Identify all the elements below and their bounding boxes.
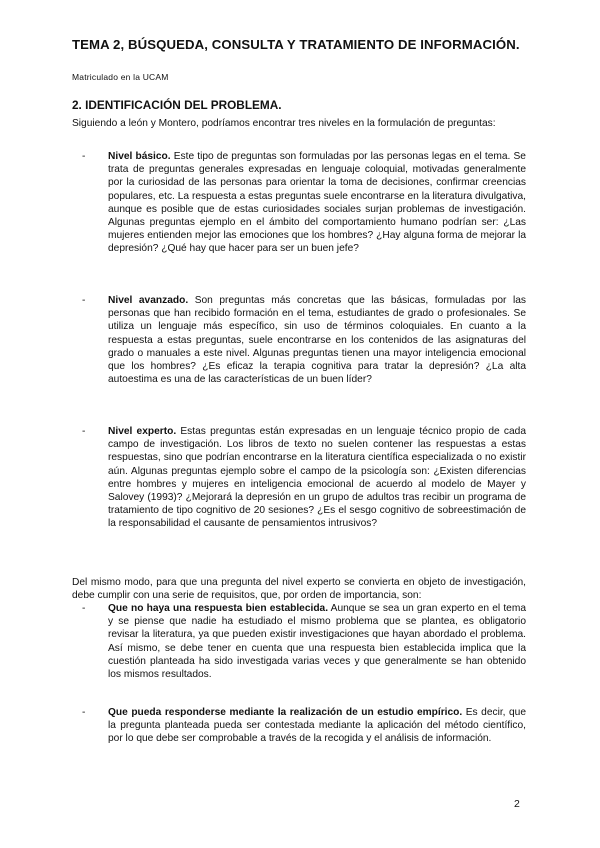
level-basic-item — [82, 150, 526, 256]
level-basic-label: Nivel básico. — [108, 151, 171, 162]
intro-paragraph: Siguiendo a león y Montero, podríamos encontrar tres niveles en la formulación de preguntas: — [72, 118, 496, 129]
subtitle: Matriculado en la UCAM — [72, 72, 169, 82]
requirement-text: Aunque se sea un gran experto en el tema y se piense que nadie ha estudiado el mismo problema que se plantea, es obligatorio revisar la literatura, ya que pueden existir investigaciones que hayan abordado el problema. Así mismo, se debe tener en cuenta que una respuesta bien establecida implica que la cuestión planteada ha sido investigada varias veces y que generalmente se han obtenido los mismos resultados. — [108, 603, 526, 681]
list-dash: - — [82, 295, 86, 306]
level-basic-text: Este tipo de preguntas son formuladas por las personas legas en el tema. Se trata de preguntas generales expresadas en lenguaje coloquial, motivadas generalmente por la curiosidad de las personas para orientar la toma de decisiones, confirmar creencias populares, etc. La respuesta a estas preguntas suele encontrarse en la literatura divulgativa, aunque es posible que de estas curiosidades sociales surjan problemas de investigación. Algunas preguntas ejemplo en el ámbito del comportamiento humano podrían ser: ¿Las mujeres entienden mejor las emociones que los hombres? ¿Hay alguna forma de mejorar la depresión? ¿Qué hay que hacer para ser un buen jefe? — [108, 151, 526, 255]
level-expert-text: Estas preguntas están expresadas en un lenguaje técnico propio de cada campo de investigación. Los libros de texto no suelen contener las respuestas a estas respuestas, sino que podrían encontrarse en la literatura científica especializada o no existir aún. Algunas preguntas ejemplo sobre el campo de la psicología son: ¿Existen diferencias entre hombres y mujeres en inteligencia emocional de acuerdo al modelo de Mayer y Salovey (1993)? ¿Mejorará la depresión en un grupo de adultos tras recibir un programa de tratamiento de tipo cognitivo de 20 sesiones? ¿Es el sesgo cognitivo de sobreestimación de la responsabilidad el causante de pensamientos intrusivos? — [108, 426, 526, 530]
page-number: 2 — [514, 798, 520, 810]
list-dash: - — [82, 151, 86, 162]
level-advanced-text: Son preguntas más concretas que las básicas, formuladas por las personas que han recibido formación en el tema, estudiantes de grado o profesionales. Se utiliza un lenguaje más específico, sin uso de términos coloquiales. En cuanto a la respuesta a estas preguntas, suele encontrarse en los contenidos de las asignaturas del grado o manuales a este nivel. Algunas preguntas tienen una mayor inteligencia emocional que los hombres? ¿Es eficaz la terapia cognitiva para tratar la depresión? ¿La alta autoestima es una de las características de un buen líder? — [108, 295, 526, 386]
level-expert-label: Nivel experto. — [108, 426, 177, 437]
requirement-label: Que no haya una respuesta bien establecida. — [108, 603, 329, 614]
requirement-text: Es decir, que la pregunta planteada pueda ser contestada mediante la aplicación del método científico, por lo que debe ser comprobable a través de la recogida y el análisis de información. — [108, 707, 526, 745]
list-dash: - — [82, 426, 86, 437]
document-title: TEMA 2, BÚSQUEDA, CONSULTA Y TRATAMIENTO DE INFORMACIÓN. — [72, 37, 520, 52]
level-expert-item — [82, 425, 526, 531]
level-advanced-item — [82, 294, 526, 386]
list-dash: - — [82, 603, 86, 614]
requirement-label: Que pueda responderse mediante la realización de un estudio empírico. — [108, 707, 463, 718]
requirement-item — [82, 706, 526, 746]
section-heading: 2. IDENTIFICACIÓN DEL PROBLEMA. — [72, 98, 282, 112]
list-dash: - — [82, 707, 86, 718]
level-advanced-label: Nivel avanzado. — [108, 295, 189, 306]
requirements-intro: Del mismo modo, para que una pregunta del nivel experto se convierta en objeto de investigación, debe cumplir con una serie de requisitos, que, por orden de importancia, son: — [72, 577, 526, 602]
requirement-item — [82, 602, 526, 681]
